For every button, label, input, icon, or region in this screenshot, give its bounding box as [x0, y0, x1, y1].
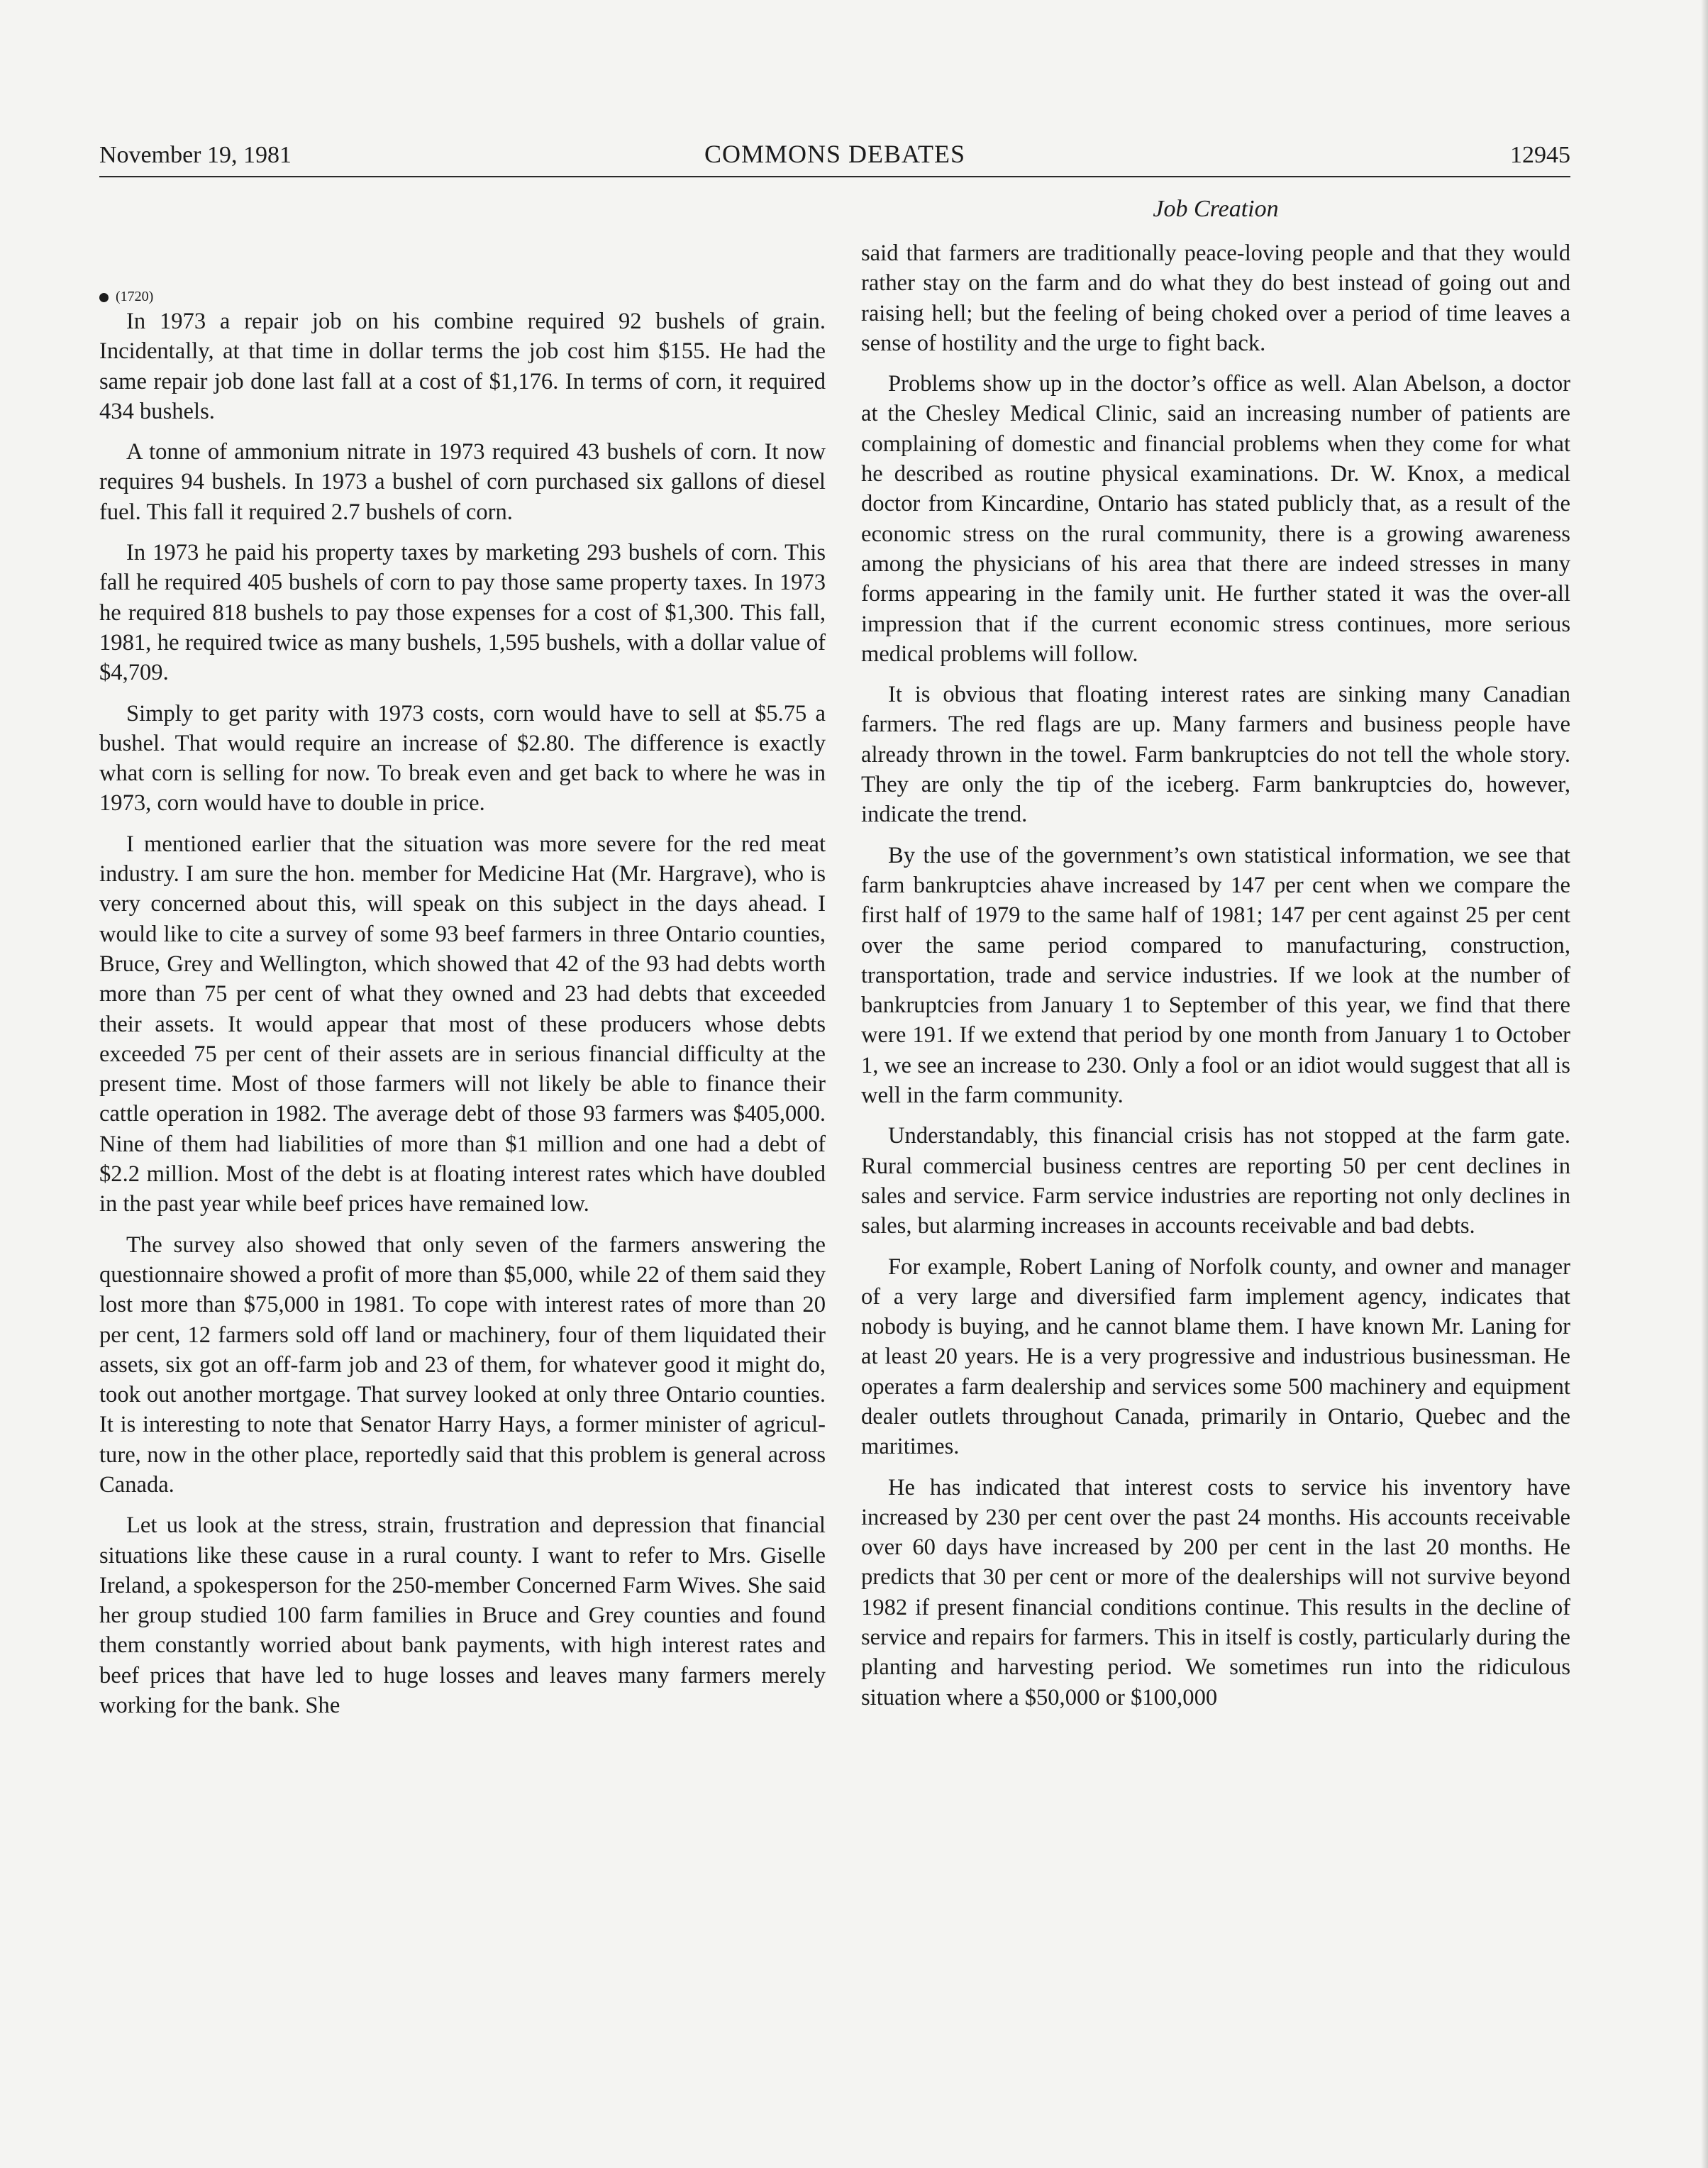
paragraph: He has indicated that interest costs to service his inventory have increased by 230 per cent over the past 24 months. His accounts receivable over 60 days have increased by 200 per cent in the last 20 months. He predicts that 30 per cent or more of the dealerships will not survive beyond 1982 if present financial conditions continue. This results in the decline of service and repairs for farmers. This in itself is costly, particularly during the planting and harvesting period. We sometimes run into the ridiculous situation where a $50,000 or $100,000 — [861, 1474, 1570, 1710]
header-page-number: 12945 — [1510, 142, 1570, 168]
paragraph: It is obvious that floating interest rates are sinking many Canadian farmers. The red flags are up. Many farmers and business people have already thrown in the towel. Farm bankruptcies do not tell the whole story. They are only the tip of the iceberg. Farm bankruptcies do, however, indicate the trend. — [861, 682, 1570, 828]
paragraph: Understandably, this financial crisis has not stopped at the farm gate. Rural commercial business centres are reporting 50 per cent declines in sales and service. Farm service industries are reporting not only declines in sales, but alarming increases in accounts receivable and bad debts. — [861, 1123, 1570, 1239]
page-edge — [1701, 0, 1708, 2168]
bullet-icon — [99, 293, 109, 302]
paragraph: Let us look at the stress, strain, frustration and depression that financial situations like these cause in a rural county. I want to refer to Mrs. Giselle Ireland, a spokesperson for the 250-member Concerned Farm Wives. She said her group studied 100 farm families in Bruce and Grey counties and found them constantly worried about bank payments, with high interest rates and beef prices that have led to huge losses and leaves many farmers merely working for the bank. She — [99, 1512, 826, 1719]
paragraph: For example, Robert Laning of Norfolk county, and owner and manager of a very large and diversified farm implement agency, indicates that nobody is buying, and he cannot blame them. I have known Mr. Laning for at least 20 years. He is a very progressive and industrious businessman. He operates a farm dealership and services some 500 machinery and equipment dealer outlets throughout Canada, primarily in Ontario, Quebec and the maritimes. — [861, 1254, 1570, 1460]
header-date: November 19, 1981 — [99, 142, 292, 168]
paragraph: In 1973 he paid his property taxes by marketing 293 bushels of corn. This fall he required 405 bushels of corn to pay those same property taxes. In 1973 he required 818 bushels to pay those expenses for a cost of $1,300. This fall, 1981, he required twice as many bushels, 1,595 bushels, with a dollar value of $4,709. — [99, 540, 826, 686]
paragraph: The survey also showed that only seven of the farmers answering the questionnaire showed a profit of more than $5,000, while 22 of them said they lost more than $75,000 in 1981. To cope with interest rates of more than 20 per cent, 12 farmers sold off land or machinery, four of them liquidated their assets, six got an off-farm job and 23 of them, for whatever good it might do, took out another mortgage. That survey looked at only three Ontario counties. It is interesting to note that Senator Harry Hays, a former minister of agriculture, now in the other place, reportedly said that this problem is general across Canada. — [99, 1232, 826, 1498]
paragraph: By the use of the government’s own statistical information, we see that farm bankruptcies ahave increased by 147 per cent when we compare the first half of 1979 to the same half of 1981; 147 per cent against 25 per cent over the same period compared to manufacturing, construction, transportation, trade and service industries. If we look at the number of bankruptcies from January 1 to September of this year, we find that there were 191. If we extend that period by one month from January 1 to October 1, we see an increase to 230. Only a fool or an idiot would suggest that all is well in the farm community. — [861, 842, 1570, 1109]
paragraph: Problems show up in the doctor’s office as well. Alan Abelson, a doctor at the Chesley Medical Clinic, said an increasing number of patients are complaining of domestic and financial problems when they come for what he described as routine physical examinations. Dr. W. Knox, a medical doctor from Kincardine, Ontario has stated publicly that, as a result of the economic stress on the rural community, there is a growing awareness among the physicians of his area that there are indeed stresses in many forms appearing in the family unit. He further stated it was the over-all impression that if the current economic stress continues, more serious medical problems will follow. — [861, 371, 1570, 667]
paragraph: A tonne of ammonium nitrate in 1973 required 43 bushels of corn. It now requires 94 bushels. In 1973 a bushel of corn purchased six gallons of diesel fuel. This fall it required 2.7 bushels of corn. — [99, 439, 826, 525]
time-marker — [99, 288, 153, 305]
section-title: Job Creation — [1153, 196, 1279, 222]
paragraph-continuation: said that farmers are traditionally peace-loving people and that they would rather stay on the farm and do what they do best instead of going out and raising hell; but the feeling of being choked over a period of time leaves a sense of hostility and the urge to fight back. — [861, 240, 1570, 356]
header-title: COMMONS DEBATES — [704, 140, 966, 168]
paragraph: In 1973 a repair job on his combine required 92 bushels of grain. Incidentally, at that time in dollar terms the job cost him $155. He had the same repair job done last fall at a cost of $1,176. In terms of corn, it required 434 bushels. — [99, 309, 826, 424]
time-marker-text: (1720) — [116, 289, 154, 304]
left-column — [99, 306, 826, 1731]
page-header — [99, 139, 1570, 177]
right-column — [861, 238, 1570, 1723]
paragraph: I mentioned earlier that the situation was more severe for the red meat industry. I am sure the hon. member for Medicine Hat (Mr. Hargrave), who is very concerned about this, will speak on this subject in the days ahead. I would like to cite a survey of some 93 beef farmers in three Ontario counties, Bruce, Grey and Wellington, which showed that 42 of the 93 had debts worth more than 75 per cent of what they owned and 23 had debts that exceeded their assets. It would appear that most of these producers whose debts exceeded 75 per cent of their assets are in serious financial difficulty at the present time. Most of those farmers will not likely be able to finance their cattle operation in 1982. The average debt of those 93 farmers was $405,000. Nine of them had liabilities of more than $1 million and one had a debt of $2.2 million. Most of the debt is at floating interest rates which have doubled in the past year while beef prices have remained low. — [99, 831, 826, 1217]
paragraph: Simply to get parity with 1973 costs, corn would have to sell at $5.75 a bushel. That would require an increase of $2.80. The difference is exactly what corn is selling for now. To break even and get back to where he was in 1973, corn would have to double in price. — [99, 700, 826, 817]
